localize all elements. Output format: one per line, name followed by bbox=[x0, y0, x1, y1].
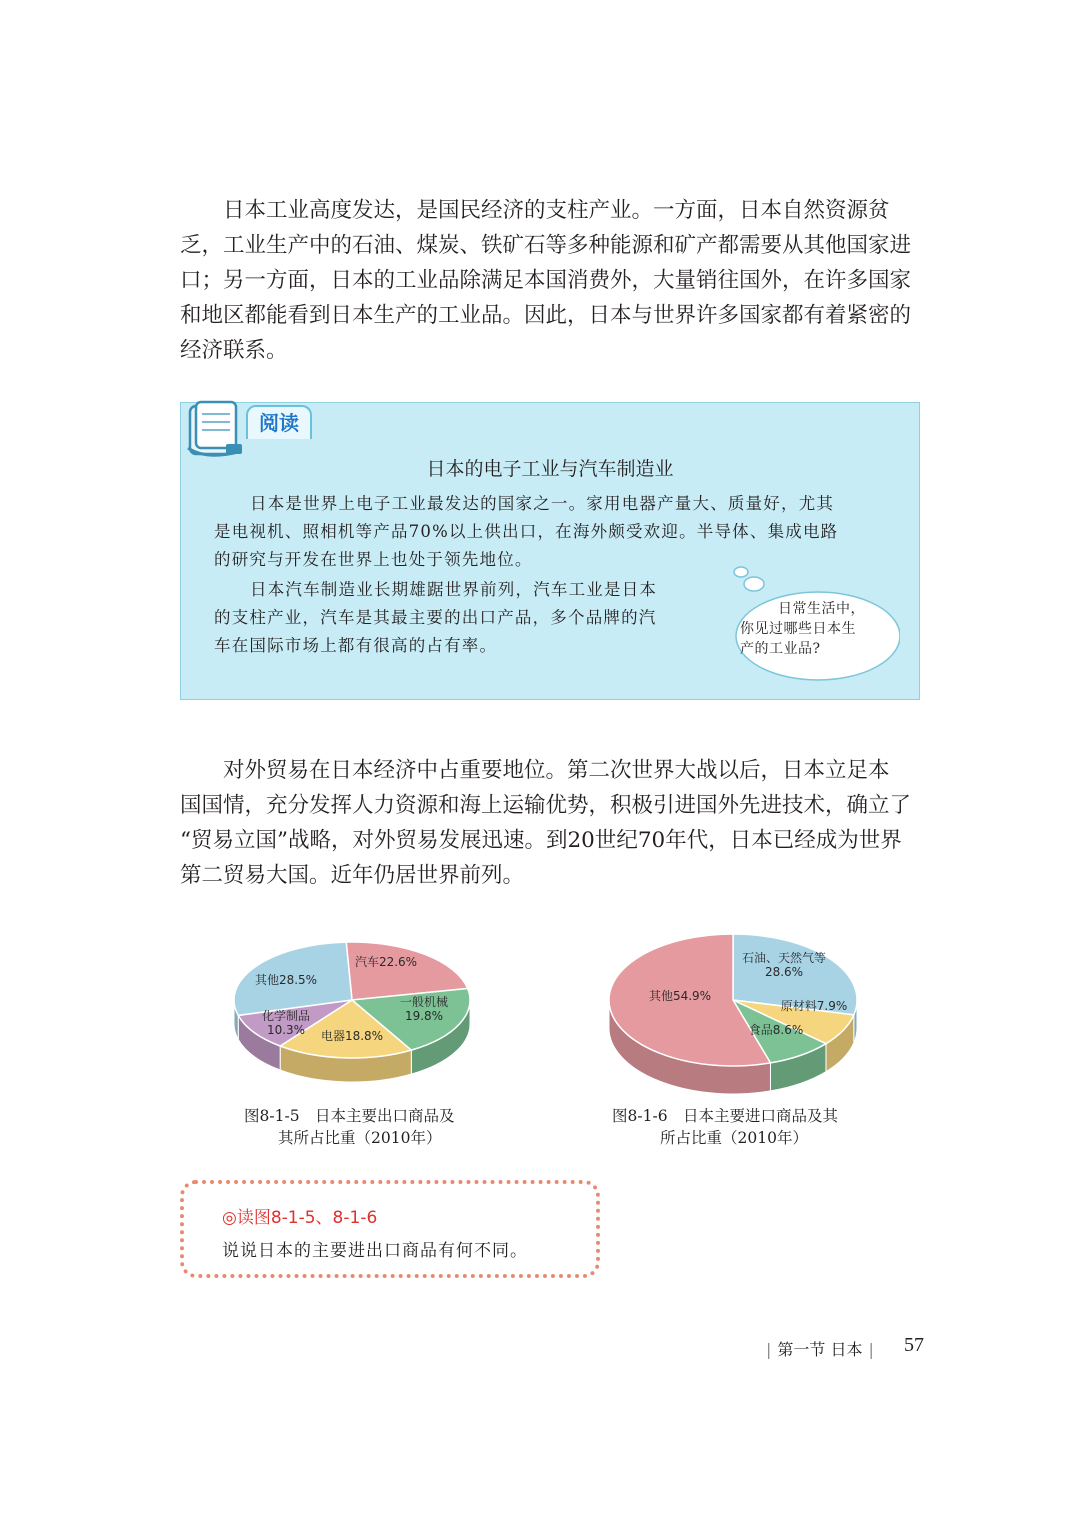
activity-box bbox=[180, 1180, 600, 1278]
import-chart-caption: 图8-1-6 日本主要进口商品及其 bbox=[612, 1107, 839, 1125]
intro-line: 日本工业高度发达，是国民经济的支柱产业。一方面，日本自然资源贫 bbox=[223, 198, 890, 223]
pie-label-1-3: 其他54.9% bbox=[648, 989, 712, 1003]
page-number: 57 bbox=[904, 1334, 924, 1356]
activity-title: ◎读图8-1-5、8-1-6 bbox=[222, 1208, 378, 1228]
import-pie-chart bbox=[609, 934, 857, 1094]
reading-line: 的研究与开发在世界上也处于领先地位。 bbox=[214, 550, 533, 569]
trade-line: 第二贸易大国。近年仍居世界前列。 bbox=[180, 863, 525, 888]
intro-line: 口；另一方面，日本的工业品除满足本国消费外，大量销往国外，在许多国家 bbox=[180, 268, 912, 293]
bubble-line: 你见过哪些日本生 bbox=[740, 621, 856, 637]
footer-divider: | bbox=[868, 1340, 874, 1359]
trade-line: 对外贸易在日本经济中占重要地位。第二次世界大战以后，日本立足本 bbox=[223, 758, 890, 783]
pie-label-0-2: 电器18.8% bbox=[320, 1029, 384, 1043]
import-chart-caption: 所占比重（2010年） bbox=[660, 1129, 808, 1147]
export-chart-caption: 其所占比重（2010年） bbox=[278, 1129, 442, 1147]
footer-chapter: 日本 bbox=[830, 1340, 863, 1359]
reading-line: 日本汽车制造业长期雄踞世界前列，汽车工业是日本 bbox=[250, 580, 658, 599]
pie-label-0-4: 其他28.5% bbox=[254, 973, 318, 987]
pie-label-1-1: 原材料7.9% bbox=[780, 999, 848, 1013]
trade-line: 国国情，充分发挥人力资源和海上运输优势，积极引进国外先进技术，确立了 bbox=[180, 793, 912, 818]
reading-tab-label: 阅读 bbox=[259, 411, 299, 435]
pie-label-0-0: 汽车22.6% bbox=[354, 955, 418, 969]
intro-line: 和地区都能看到日本生产的工业品。因此，日本与世界许多国家都有着紧密的 bbox=[180, 303, 912, 328]
footer-section: 第一节 bbox=[777, 1340, 826, 1359]
pie-label-1-2: 食品8.6% bbox=[748, 1023, 804, 1037]
trade-line: “贸易立国”战略，对外贸易发展迅速。到20世纪70年代，日本已经成为世界 bbox=[180, 828, 902, 853]
pie-label-0-1: 一般机械 19.8% bbox=[399, 995, 449, 1023]
activity-text: 说说日本的主要进出口商品有何不同。 bbox=[222, 1241, 528, 1261]
reading-title: 日本的电子工业与汽车制造业 bbox=[426, 458, 674, 480]
intro-line: 经济联系。 bbox=[180, 338, 288, 363]
reading-line: 的支柱产业，汽车是其最主要的出口产品，多个品牌的汽 bbox=[214, 608, 657, 627]
export-pie-chart bbox=[234, 942, 470, 1082]
page-footer bbox=[760, 1337, 880, 1360]
reading-line: 车在国际市场上都有很高的占有率。 bbox=[214, 636, 498, 655]
bubble-line: 产的工业品? bbox=[740, 641, 821, 657]
pie-label-0-3: 化学制品 10.3% bbox=[261, 1009, 311, 1037]
pie-label-1-0: 石油、天然气等 28.6% bbox=[741, 951, 827, 979]
footer-divider: | bbox=[766, 1340, 772, 1359]
bubble-line: 日常生活中， bbox=[778, 601, 865, 617]
export-chart-caption: 图8-1-5 日本主要出口商品及 bbox=[244, 1107, 455, 1125]
reading-line: 是电视机、照相机等产品70%以上供出口，在海外颇受欢迎。半导体、集成电路 bbox=[214, 522, 839, 541]
reading-line: 日本是世界上电子工业最发达的国家之一。家用电器产量大、质量好，尤其 bbox=[250, 494, 835, 513]
intro-line: 乏，工业生产中的石油、煤炭、铁矿石等多种能源和矿产都需要从其他国家进 bbox=[180, 233, 912, 258]
